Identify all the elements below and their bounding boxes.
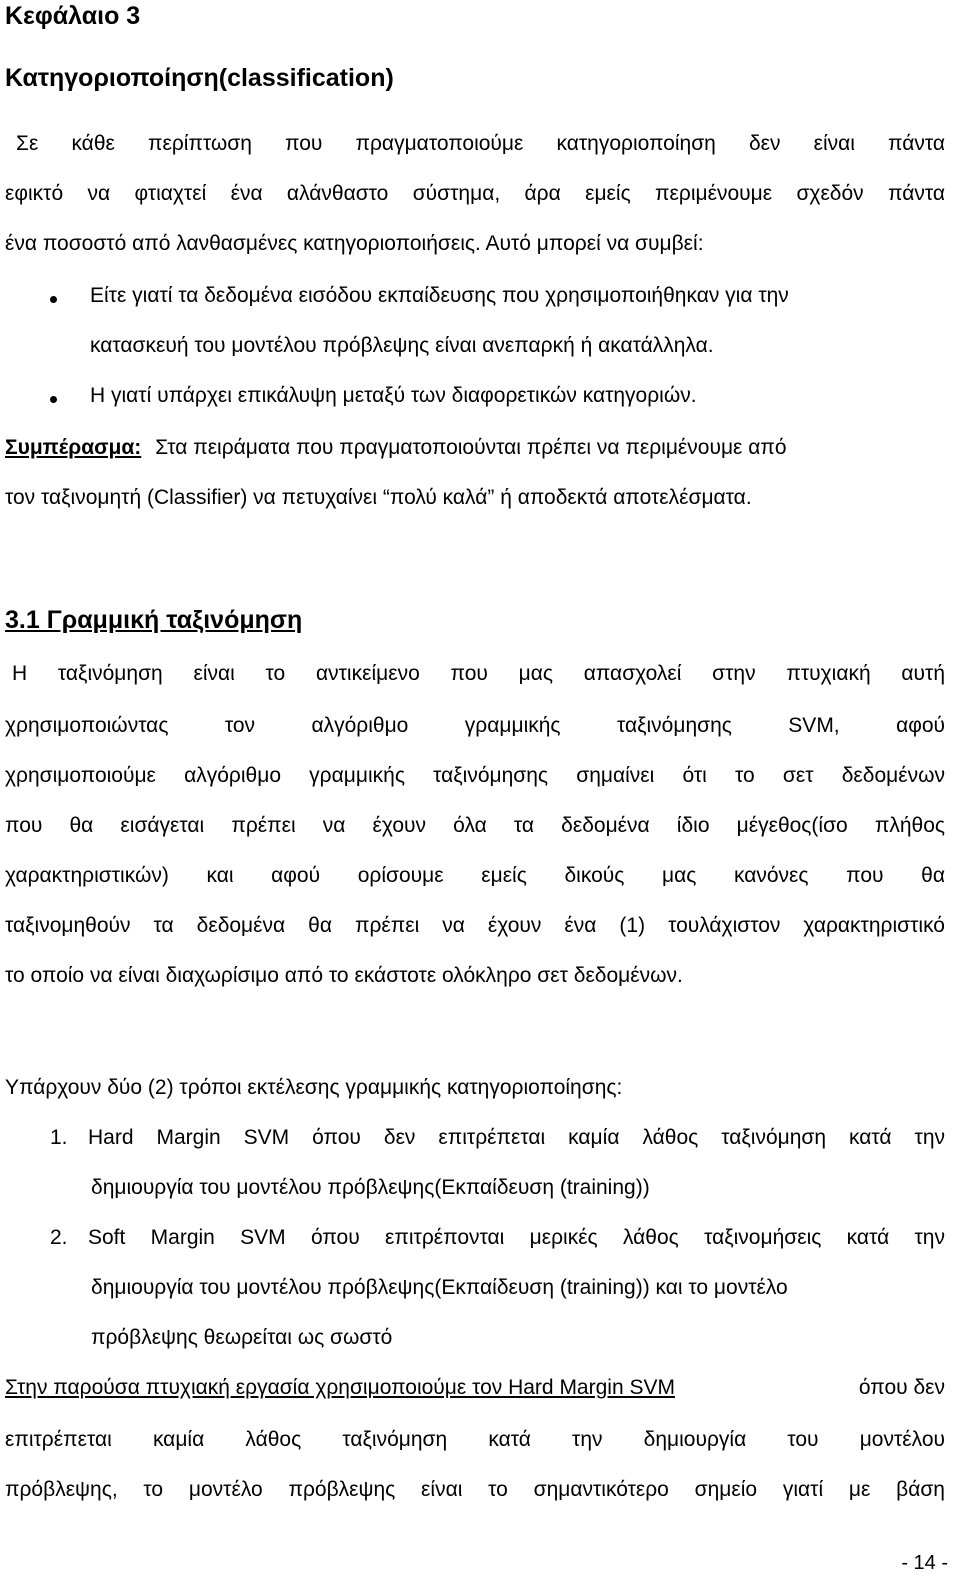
final-line-1 [5,1374,945,1402]
methods-intro: Υπάρχουν δύο (2) τρόποι εκτέλεσης γραμμικής κατηγοριοποίησης: [5,1076,623,1099]
method-2-line-2: δημιουργία του μοντέλου πρόβλεψης(Εκπαίδευση (training)) και το μοντέλο [91,1276,788,1299]
bullet-icon [50,296,57,303]
linear-line-4: που θα εισάγεται πρέπει να έχουν όλα τα δεδομένα ίδιο μέγεθος(ίσο πλήθος [5,814,945,837]
linear-line-6: ταξινομηθούν τα δεδομένα θα πρέπει να έχουν ένα (1) τουλάχιστον χαρακτηριστικό [5,914,945,937]
bullet-1-line-2: κατασκευή του μοντέλου πρόβλεψης είναι ανεπαρκή ή ακατάλληλα. [90,334,714,357]
bullet-icon [50,396,57,403]
conclusion-line-2: τον ταξινομητή (Classifier) να πετυχαίνει “πολύ καλά” ή αποδεκτά αποτελέσματα. [5,486,752,509]
linear-line-5: χαρακτηριστικών) και αφού ορίσουμε εμείς δικούς μας κανόνες που θα [5,864,945,887]
method-2-line-3: πρόβλεψης θεωρείται ως σωστό [91,1326,393,1349]
chapter-title: Κεφάλαιο 3 [5,2,141,30]
conclusion-line-1 [5,434,787,462]
linear-line-7: το οποίο να είναι διαχωρίσιμο από το εκάστοτε ολόκληρο σετ δεδομένων. [5,964,683,987]
linear-line-2: χρησιμοποιώντας τον αλγόριθμο γραμμικής ταξινόμησης SVM, αφού [5,714,945,737]
section-title: Κατηγοριοποίηση(classification) [5,64,394,92]
final-line-1-rest: όπου δεν [858,1376,945,1399]
method-2-line-1: Soft Margin SVM όπου επιτρέπονται μερικές λάθος ταξινομήσεις κατά την [88,1226,945,1249]
method-1-number: 1. [50,1126,68,1149]
final-line-2: επιτρέπεται καμία λάθος ταξινόμηση κατά την δημιουργία του μοντέλου [5,1428,945,1451]
intro-line-2: εφικτό να φτιαχτεί ένα αλάνθαστο σύστημα, άρα εμείς περιμένουμε σχεδόν πάντα [5,182,945,205]
linear-line-1: Η ταξινόμηση είναι το αντικείμενο που μας απασχολεί στην πτυχιακή αυτή [12,662,945,685]
method-2-number: 2. [50,1226,68,1249]
conclusion-label: Συμπέρασμα: [5,436,142,459]
bullet-1-line-1: Είτε γιατί τα δεδομένα εισόδου εκπαίδευσης που χρησιμοποιήθηκαν για την [90,284,789,307]
intro-line-3: ένα ποσοστό από λανθασμένες κατηγοριοποιήσεις. Αυτό μπορεί να συμβεί: [5,232,704,255]
subsection-title: 3.1 Γραμμική ταξινόμηση [5,606,303,634]
method-1-line-2: δημιουργία του μοντέλου πρόβλεψης(Εκπαίδευση (training)) [91,1176,650,1199]
final-underlined-text: Στην παρούσα πτυχιακή εργασία χρησιμοποιούμε τον Hard Margin SVM [5,1376,675,1399]
method-1-line-1: Hard Margin SVM όπου δεν επιτρέπεται καμία λάθος ταξινόμηση κατά την [88,1126,945,1149]
conclusion-text: Στα πειράματα που πραγματοποιούνται πρέπει να περιμένουμε από [155,436,787,459]
intro-line-1: Σε κάθε περίπτωση που πραγματοποιούμε κατηγοριοποίηση δεν είναι πάντα [16,132,945,155]
final-line-3: πρόβλεψης, το μοντέλο πρόβλεψης είναι το σημαντικότερο σημείο γιατί με βάση [5,1478,945,1501]
linear-line-3: χρησιμοποιούμε αλγόριθμο γραμμικής ταξινόμησης σημαίνει ότι το σετ δεδομένων [5,764,945,787]
bullet-2-line-1: Η γιατί υπάρχει επικάλυψη μεταξύ των διαφορετικών κατηγοριών. [90,384,697,407]
page-number: - 14 - [901,1552,948,1574]
